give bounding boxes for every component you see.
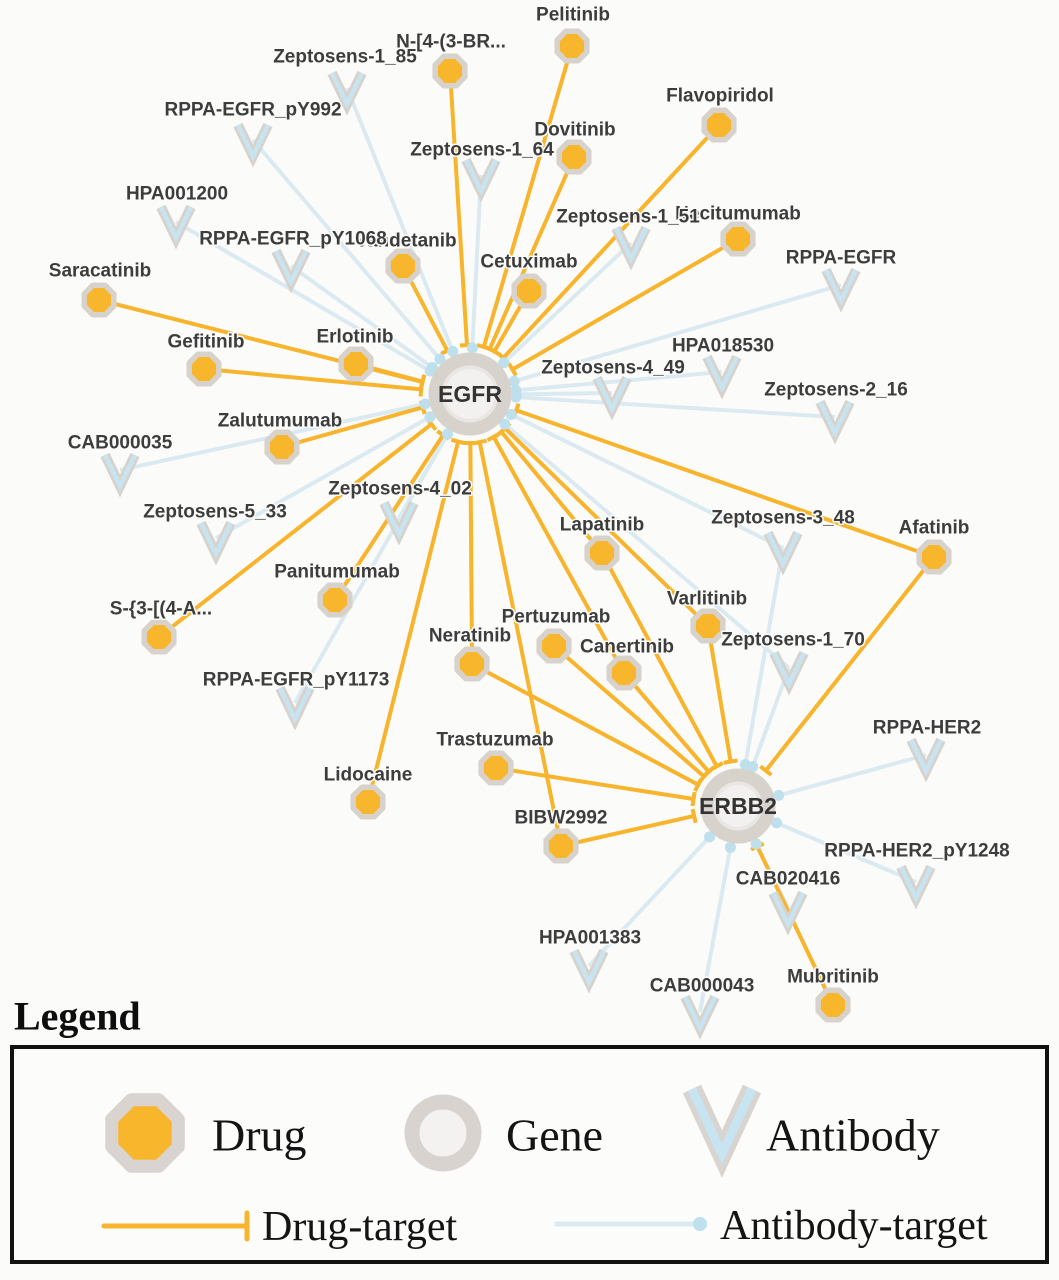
antibody-target-dot-icon xyxy=(693,1217,707,1231)
antibody-label-zeptosens-5-33: Zeptosens-5_33 xyxy=(143,501,287,523)
antibody-label-rppa-egfr-py992: RPPA-EGFR_pY992 xyxy=(164,99,342,121)
drug-label-lapatinib: Lapatinib xyxy=(559,514,645,536)
edge-dot-zeptosens-1-64 xyxy=(467,343,478,354)
antibody-node-hpa001383[interactable] xyxy=(574,951,604,982)
drug-label-trastuzumab: Trastuzumab xyxy=(436,729,554,751)
antibody-label-zeptosens-1-51: Zeptosens-1_51 xyxy=(556,206,700,228)
drug-node-necitumumab[interactable] xyxy=(723,224,753,254)
drug-label-s-3-4-a: S-{3-[(4-A... xyxy=(109,598,213,620)
edge-dot-zeptosens-2-16 xyxy=(510,392,521,403)
antibody-label-hpa001383: HPA001383 xyxy=(538,927,642,949)
drug-node-lapatinib[interactable] xyxy=(587,538,617,568)
antibody-label-zeptosens-2-16: Zeptosens-2_16 xyxy=(764,379,908,401)
antibody-label-rppa-her2: RPPA-HER2 xyxy=(872,717,982,739)
drug-node-lidocaine[interactable] xyxy=(353,787,383,817)
antibody-node-zeptosens-2-16[interactable] xyxy=(820,402,850,433)
antibody-label-rppa-egfr-py1068: RPPA-EGFR_pY1068 xyxy=(199,228,387,250)
antibody-node-rppa-egfr-py1173[interactable] xyxy=(280,688,310,719)
drug-label-saracatinib: Saracatinib xyxy=(48,260,152,282)
legend-drug-label: Drug xyxy=(212,1109,307,1161)
drug-octagon-icon xyxy=(320,585,350,615)
edge-antibody-target-zeptosens-4-49 xyxy=(516,393,612,394)
drug-node-vandetanib[interactable] xyxy=(388,251,418,281)
drug-label-afatinib: Afatinib xyxy=(898,517,970,539)
legend-antibody-label: Antibody xyxy=(766,1109,940,1161)
drug-octagon-icon xyxy=(341,349,371,379)
antibody-label-zeptosens-1-70: Zeptosens-1_70 xyxy=(721,629,865,651)
drug-label-pelitinib: Pelitinib xyxy=(536,4,610,26)
drug-octagon-icon xyxy=(587,538,617,568)
drug-octagon-icon xyxy=(704,110,734,140)
drug-label-erlotinib: Erlotinib xyxy=(316,326,394,348)
drug-octagon-icon xyxy=(539,631,569,661)
antibody-node-rppa-her2-py1248[interactable] xyxy=(901,867,931,898)
drug-octagon-icon xyxy=(388,251,418,281)
antibody-label-zeptosens-3-48: Zeptosens-3_48 xyxy=(711,507,855,529)
antibody-label-rppa-her2-py1248: RPPA-HER2_pY1248 xyxy=(824,840,1010,862)
drug-octagon-icon xyxy=(818,990,848,1020)
antibody-node-zeptosens-5-33[interactable] xyxy=(201,523,231,554)
drug-node-mubritinib[interactable] xyxy=(818,990,848,1020)
drug-node-neratinib[interactable] xyxy=(457,649,487,679)
drug-label-lidocaine: Lidocaine xyxy=(323,764,413,786)
drug-label-bibw2992: BIBW2992 xyxy=(514,807,608,829)
antibody-label-zeptosens-4-49: Zeptosens-4_49 xyxy=(541,357,685,379)
legend-gene-label: Gene xyxy=(506,1109,604,1161)
legend-antibody-target-label: Antibody-target xyxy=(720,1203,988,1249)
drug-label-mubritinib: Mubritinib xyxy=(787,966,879,988)
drug-octagon-icon xyxy=(84,285,114,315)
antibody-label-hpa018530: HPA018530 xyxy=(671,335,775,357)
drug-octagon-icon xyxy=(546,831,576,861)
drug-node-cetuximab[interactable] xyxy=(514,276,544,306)
drug-node-n-4-3-br[interactable] xyxy=(435,56,465,86)
drug-octagon-icon xyxy=(609,658,639,688)
drug-label-neratinib: Neratinib xyxy=(428,625,512,647)
drug-label-flavopiridol: Flavopiridol xyxy=(666,85,774,107)
drug-octagon-icon xyxy=(457,649,487,679)
drug-node-gefitinib[interactable] xyxy=(189,354,219,384)
antibody-label-hpa001200: HPA001200 xyxy=(125,183,229,205)
drug-label-zalutumumab: Zalutumumab xyxy=(217,410,343,432)
edge-dot-cab000043 xyxy=(725,842,736,853)
drug-label-canertinib: Canertinib xyxy=(580,636,674,658)
legend-title: Legend xyxy=(14,993,141,1039)
drug-label-necitumumab: Necitumumab xyxy=(675,203,801,225)
drug-label-varlitinib: Varlitinib xyxy=(666,588,748,610)
drug-octagon-icon xyxy=(723,224,753,254)
antibody-label-zeptosens-1-85: Zeptosens-1_85 xyxy=(273,46,417,68)
legend-item-gene xyxy=(412,1102,603,1164)
drug-label-cetuximab: Cetuximab xyxy=(480,251,578,273)
drug-octagon-icon xyxy=(514,276,544,306)
edge-dot-cab000035 xyxy=(420,399,431,410)
drug-node-s-3-4-a[interactable] xyxy=(144,622,174,652)
drug-node-afatinib[interactable] xyxy=(919,542,949,572)
drug-node-zalutumumab[interactable] xyxy=(267,432,297,462)
drug-octagon-icon xyxy=(112,1100,179,1167)
drug-octagon-icon xyxy=(919,542,949,572)
drug-node-erlotinib[interactable] xyxy=(341,349,371,379)
drug-octagon-icon xyxy=(557,31,587,61)
legend-drug-target-label: Drug-target xyxy=(262,1204,458,1250)
drug-node-trastuzumab[interactable] xyxy=(481,753,511,783)
drug-node-dovitinib[interactable] xyxy=(559,142,589,172)
drug-octagon-icon xyxy=(435,56,465,86)
drug-label-gefitinib: Gefitinib xyxy=(167,331,245,353)
edge-antibody-target-rppa-her2 xyxy=(779,755,926,795)
drug-label-n-4-3-br: N-[4-(3-BR... xyxy=(396,31,506,53)
antibody-node-cab000035[interactable] xyxy=(105,455,135,486)
gene-label-erbb2: ERBB2 xyxy=(699,793,777,819)
legend xyxy=(12,994,1047,1263)
antibody-label-cab000043: CAB000043 xyxy=(649,975,755,997)
edge-drug-target-trastuzumab xyxy=(496,768,695,806)
drug-octagon-icon xyxy=(693,611,723,641)
drug-node-varlitinib[interactable] xyxy=(693,611,723,641)
drug-node-flavopiridol[interactable] xyxy=(704,110,734,140)
gene-circle-icon xyxy=(412,1102,474,1164)
antibody-label-zeptosens-4-02: Zeptosens-4_02 xyxy=(328,478,472,500)
drug-octagon-icon xyxy=(353,787,383,817)
drug-label-pertuzumab: Pertuzumab xyxy=(501,606,611,628)
edge-drug-target-canertinib xyxy=(624,673,714,776)
drug-node-bibw2992[interactable] xyxy=(546,831,576,861)
gene-label-egfr: EGFR xyxy=(438,381,502,407)
drug-octagon-icon xyxy=(481,753,511,783)
drug-octagon-icon xyxy=(559,142,589,172)
antibody-label-rppa-egfr-py1173: RPPA-EGFR_pY1173 xyxy=(202,669,390,691)
drug-label-vandetanib: Vandetanib xyxy=(355,230,457,252)
drug-label-dovitinib: Dovitinib xyxy=(534,119,616,141)
antibody-label-cab000035: CAB000035 xyxy=(67,432,173,454)
drug-node-panitumumab[interactable] xyxy=(320,585,350,615)
drug-node-saracatinib[interactable] xyxy=(84,285,114,315)
drug-node-pertuzumab[interactable] xyxy=(539,631,569,661)
antibody-label-zeptosens-1-64: Zeptosens-1_64 xyxy=(410,139,554,161)
drug-node-pelitinib[interactable] xyxy=(557,31,587,61)
edge-drug-target-n-4-3-br xyxy=(450,71,474,346)
drug-node-canertinib[interactable] xyxy=(609,658,639,688)
antibody-label-cab020416: CAB020416 xyxy=(735,868,841,890)
drug-octagon-icon xyxy=(267,432,297,462)
antibody-label-rppa-egfr: RPPA-EGFR xyxy=(785,247,897,269)
edge-drug-target-flavopiridol xyxy=(498,125,719,363)
drug-octagon-icon xyxy=(189,354,219,384)
drug-label-panitumumab: Panitumumab xyxy=(274,561,400,583)
drug-octagon-icon xyxy=(144,622,174,652)
